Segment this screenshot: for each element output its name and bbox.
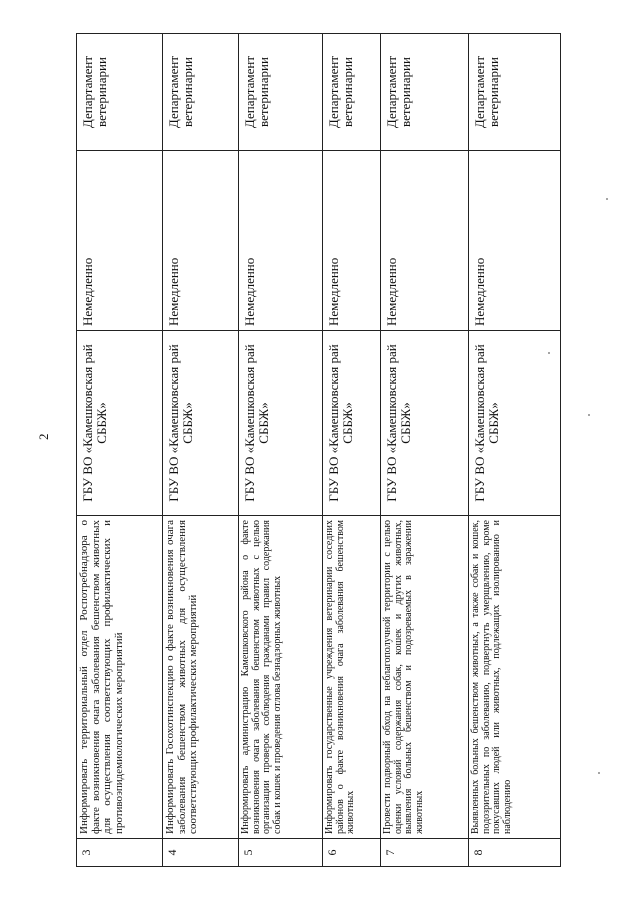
- measures-table: [76, 33, 561, 867]
- table-row: [381, 34, 469, 867]
- scan-speck: [548, 352, 550, 354]
- scan-speck: [598, 772, 600, 774]
- executor-cell: ГБУ ВО «Камешковская рай СББЖ»: [239, 331, 323, 516]
- responsible-cell: Департамент ветеринарии: [323, 34, 381, 151]
- deadline-cell: Немедленно: [77, 151, 163, 331]
- executor-cell: ГБУ ВО «Камешковская рай СББЖ»: [163, 331, 239, 516]
- row-number: 5: [239, 839, 323, 867]
- action-cell: Информировать государственные учреждения ветеринарии соседних районов о факте возникновения очага заболевания бешенством животных: [323, 516, 381, 839]
- action-cell: Выявленных больных бешенством животных, а также собак и кошек, подозрительных по заболеванию, подвергнуть умерщвлению, кроме покусавших людей или животных, подлежащих изолированию и наблюдению: [469, 516, 561, 839]
- responsible-cell: Департамент ветеринарии: [163, 34, 239, 151]
- executor-cell: ГБУ ВО «Камешковская рай СББЖ»: [469, 331, 561, 516]
- row-number: 6: [323, 839, 381, 867]
- executor-cell: ГБУ ВО «Камешковская рай СББЖ»: [77, 331, 163, 516]
- table-row: [469, 34, 561, 867]
- row-number: 8: [469, 839, 561, 867]
- measures-table-rotated: [76, 34, 560, 867]
- scan-speck: [606, 198, 608, 200]
- row-number: 4: [163, 839, 239, 867]
- page-number: 2: [36, 433, 51, 440]
- responsible-cell: Департамент ветеринарии: [239, 34, 323, 151]
- action-cell: Провести подворный обход на неблагополучной территории с целью оценки условий содержания собак, кошек и других животных, выявления больных бешенством и подозреваемых в заражении животных: [381, 516, 469, 839]
- table-row: [239, 34, 323, 867]
- deadline-cell: Немедленно: [239, 151, 323, 331]
- deadline-cell: Немедленно: [163, 151, 239, 331]
- action-cell: Информировать территориальный отдел Роспотребнадзора о факте возникновения очага заболевания бешенством животных для осуществления соответствующих профилактических и противоэпидемиологических мероприятий: [77, 516, 163, 839]
- executor-cell: ГБУ ВО «Камешковская рай СББЖ»: [323, 331, 381, 516]
- deadline-cell: Немедленно: [381, 151, 469, 331]
- responsible-cell: Департамент ветеринарии: [77, 34, 163, 151]
- deadline-cell: Немедленно: [323, 151, 381, 331]
- deadline-cell: Немедленно: [469, 151, 561, 331]
- action-cell: Информировать Госохотинспекцию о факте возникновения очага заболевания бешенством животных для осуществления соответствующих профилактических мероприятий: [163, 516, 239, 839]
- table-row: [163, 34, 239, 867]
- executor-cell: ГБУ ВО «Камешковская рай СББЖ»: [381, 331, 469, 516]
- scan-speck: [588, 414, 590, 416]
- row-number: 3: [77, 839, 163, 867]
- responsible-cell: Департамент ветеринарии: [469, 34, 561, 151]
- table-row: [77, 34, 163, 867]
- action-cell: Информировать администрацию Камешковского района о факте возникновения очага заболевания бешенством животных с целью организации проверок соблюдения гражданами правил содержания собак и кошек и проведения отлова безнадзорных животных: [239, 516, 323, 839]
- responsible-cell: Департамент ветеринарии: [381, 34, 469, 151]
- table-row: [323, 34, 381, 867]
- row-number: 7: [381, 839, 469, 867]
